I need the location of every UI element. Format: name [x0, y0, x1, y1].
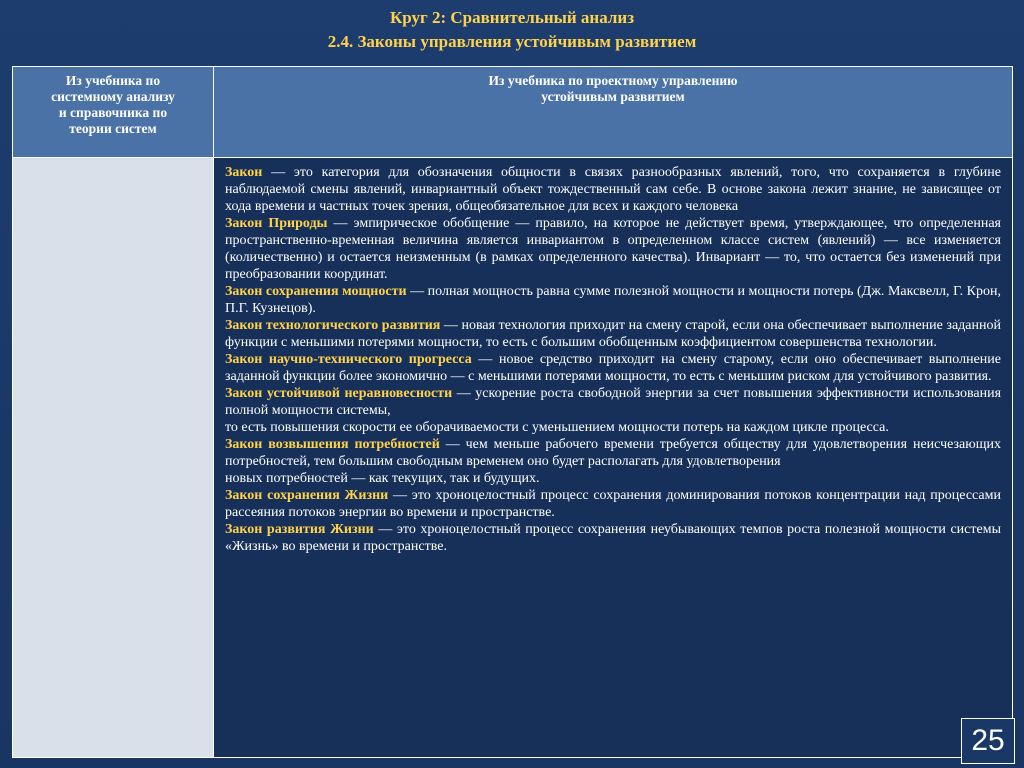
law-entry — [225, 164, 1001, 215]
header-right-line: устойчивым развитием — [541, 89, 685, 104]
header-left-line: системному анализу — [51, 89, 175, 104]
law-text: — ускорение роста свободной энергии за счет повышения эффективности использования полной мощности системы, — [225, 386, 1002, 418]
law-term: Закон технологического развития — [225, 318, 441, 333]
law-entry — [225, 283, 1001, 317]
law-term: Закон развития Жизни — [225, 522, 374, 537]
law-term: Закон возвышения потребностей — [225, 437, 440, 452]
law-continuation: новых потребностей — как текущих, так и будущих. — [225, 471, 540, 486]
page-number: 25 — [961, 718, 1015, 764]
law-entry — [225, 351, 1001, 385]
law-entry — [225, 487, 1001, 521]
law-term: Закон сохранения Жизни — [225, 488, 389, 503]
header-left-line: и справочника по — [58, 105, 168, 120]
law-term: Закон устойчивой неравновесности — [225, 386, 453, 401]
comparison-table — [12, 66, 1013, 758]
slide-title-line1: Круг 2: Сравнительный анализ — [389, 8, 635, 27]
law-text: — эмпирическое обобщение — правило, на которое не действует время, утверждающее, что определенная пространственно-временная величина является инвариантом в определенном классе систем (явлений) — все изменяется (количественно) и остается неизменным (в рамках определенного качества). Инвариант — то, что остается без изменений при преобразовании координат. — [225, 216, 1001, 282]
law-text: — новая технология приходит на смену старой, если она обеспечивает выполнение заданной функции с меньшими потерями мощности, то есть с большим обобщенным коэффициентом совершенства технологии. — [225, 318, 1001, 350]
slide-title — [0, 6, 1024, 54]
law-text: — это категория для обозначения общности в связях разнообразных явлений, того, что сохраняется в глубине наблюдаемой смены явлений, инвариантный объект тождественный сам себе. В основе закона лежит знание, не зависящее от хода времени и частных точек зрения, общеобязательное для всех и каждого человека — [225, 165, 1001, 214]
law-term: Закон научно-технического прогресса — [225, 352, 472, 367]
header-right-cell — [214, 67, 1012, 158]
law-text: — это хроноцелостный процесс сохранения неубывающих темпов роста полезной мощности системы «Жизнь» во времени и пространстве. — [225, 522, 1001, 554]
law-text: — новое средство приходит на смену старому, если оно обеспечивает выполнение заданной функции более экономично — с меньшими потерями мощности, то есть с меньшим риском для устойчивого развития. — [225, 352, 1002, 384]
slide-title-line2: 2.4. Законы управления устойчивым развитием — [327, 32, 697, 51]
header-right-line: Из учебника по проектному управлению — [488, 73, 738, 88]
law-entry — [225, 317, 1001, 351]
header-left-line: теории систем — [69, 121, 157, 136]
header-left-line: Из учебника по — [65, 73, 161, 88]
law-entry — [225, 215, 1001, 283]
header-left-cell — [13, 67, 214, 158]
law-entry — [225, 436, 1001, 470]
left-empty-cell — [13, 158, 214, 757]
law-continuation: то есть повышения скорости ее оборачиваемости с уменьшением мощности потерь на каждом цикле процесса. — [225, 420, 889, 435]
law-entry — [225, 385, 1001, 419]
law-text: — чем меньше рабочего времени требуется обществу для удовлетворения неисчезающих потребностей, тем большим свободным временем оно будет располагать для удовлетворения — [225, 437, 1001, 469]
law-term: Закон сохранения мощности — [225, 284, 407, 299]
law-term: Закон — [225, 165, 263, 180]
law-text: — полная мощность равна сумме полезной мощности и мощности потерь (Дж. Максвелл, Г. Крон, П.Г. Кузнецов). — [225, 284, 1001, 316]
law-entry — [225, 521, 1001, 555]
laws-text-cell — [214, 158, 1012, 757]
law-text: — это хроноцелостный процесс сохранения доминирования потоков концентрации над процессами рассеяния потоков энергии во времени и пространстве. — [225, 488, 1001, 520]
law-term: Закон Природы — [225, 216, 328, 231]
